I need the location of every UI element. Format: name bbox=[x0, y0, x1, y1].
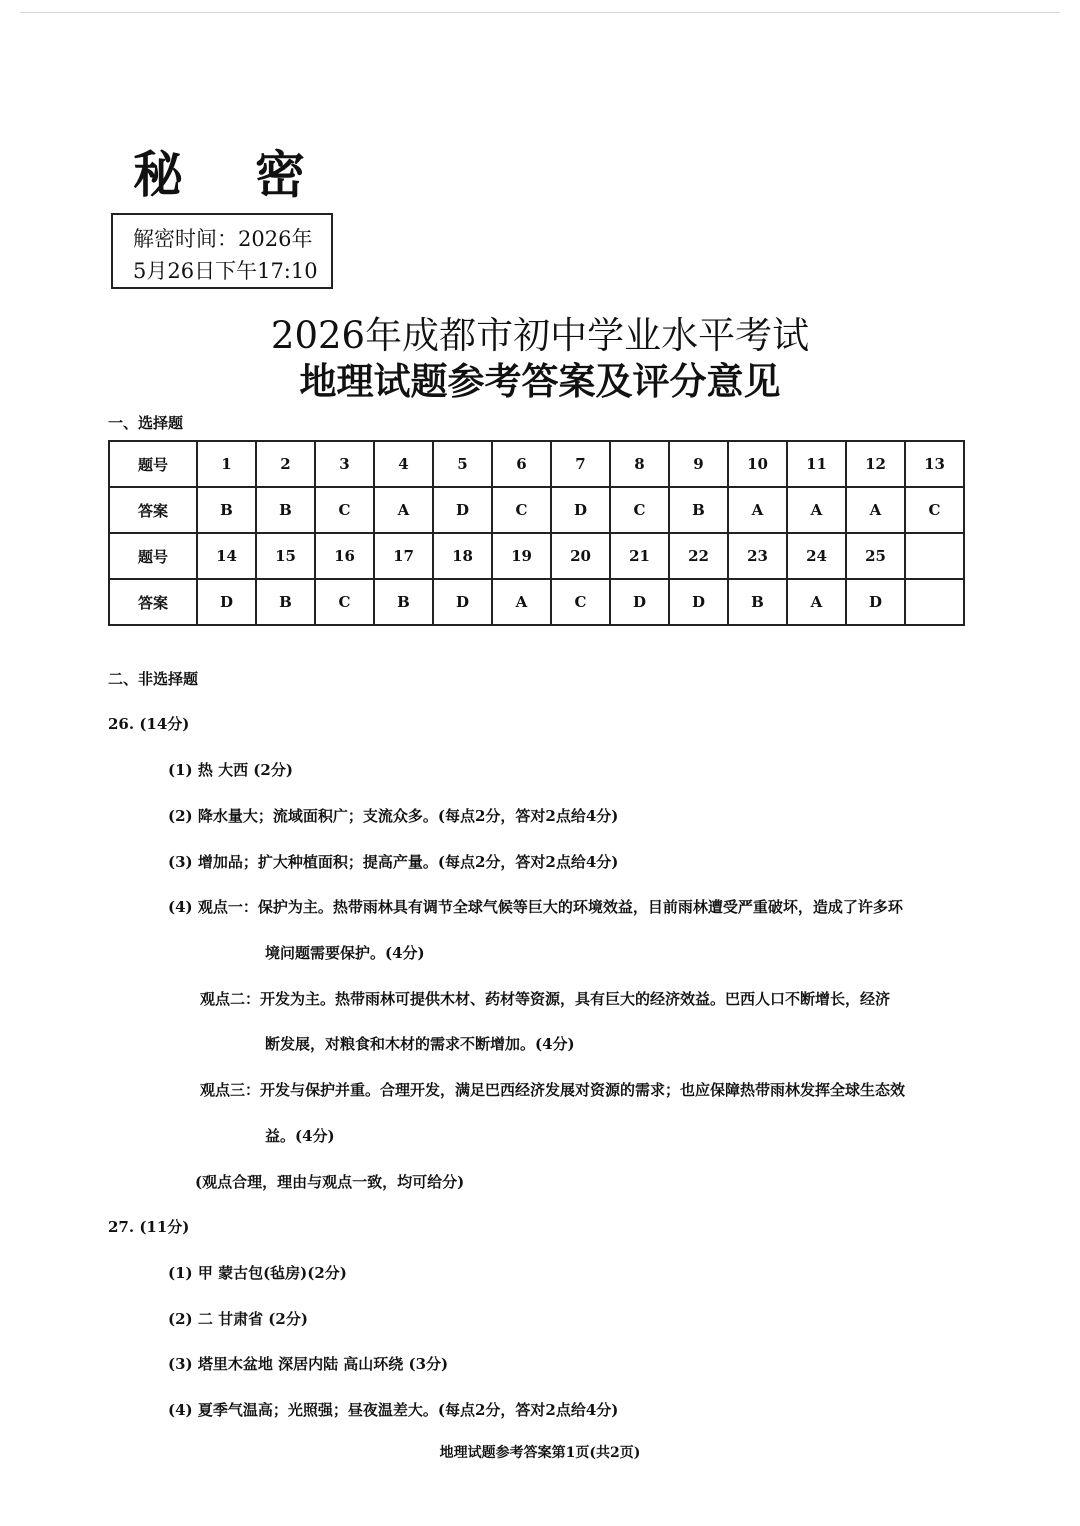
section-2-heading: 二、非选择题 bbox=[108, 670, 199, 688]
answer-table-cell: A bbox=[846, 487, 905, 533]
answer-table-cell: 7 bbox=[551, 441, 610, 487]
document-title: 2026年成都市初中学业水平考试 bbox=[270, 314, 810, 357]
answer-table-cell: D bbox=[846, 579, 905, 625]
answer-table-cell: A bbox=[787, 579, 846, 625]
q27-part4: (4) 夏季气温高；光照强；昼夜温差大。(每点2分，答对2点给4分) bbox=[168, 1401, 619, 1419]
secret-char-2: 密 bbox=[255, 145, 307, 204]
answer-table-cell: 24 bbox=[787, 533, 846, 579]
answer-table-cell: 16 bbox=[315, 533, 374, 579]
answer-table-cell: 2 bbox=[256, 441, 315, 487]
answer-table-cell: 18 bbox=[433, 533, 492, 579]
answer-table-cell: 19 bbox=[492, 533, 551, 579]
answer-table-cell: 8 bbox=[610, 441, 669, 487]
q26-part4-view2: 观点二：开发为主。热带雨林可提供木材、药材等资源，具有巨大的经济效益。巴西人口不断增长，经济 bbox=[200, 990, 891, 1008]
answer-table-cell: 22 bbox=[669, 533, 728, 579]
answer-table-cell: 23 bbox=[728, 533, 787, 579]
document-subtitle: 地理试题参考答案及评分意见 bbox=[299, 359, 781, 403]
q26-part4-view1-cont: 境问题需要保护。(4分) bbox=[265, 944, 425, 962]
q27-heading: 27. (11分) bbox=[108, 1218, 190, 1236]
answer-table-cell: D bbox=[610, 579, 669, 625]
answer-table-cell: D bbox=[433, 487, 492, 533]
answer-table-cell: C bbox=[610, 487, 669, 533]
answer-table-cell: A bbox=[492, 579, 551, 625]
confidential-mark bbox=[133, 135, 307, 207]
answer-table-cell: D bbox=[669, 579, 728, 625]
answer-table-cell: C bbox=[315, 579, 374, 625]
page-footer: 地理试题参考答案第1页(共2页) bbox=[439, 1445, 641, 1461]
answer-table-row-label: 答案 bbox=[109, 487, 197, 533]
q27-part2: (2) 二 甘肃省 (2分) bbox=[168, 1310, 308, 1328]
q26-heading: 26. (14分) bbox=[108, 715, 190, 733]
answer-table-cell: 5 bbox=[433, 441, 492, 487]
answer-table-cell: C bbox=[905, 487, 964, 533]
answer-table-cell: A bbox=[728, 487, 787, 533]
answer-table-cell: 4 bbox=[374, 441, 433, 487]
answer-table-cell: C bbox=[315, 487, 374, 533]
answer-table-cell: 12 bbox=[846, 441, 905, 487]
answer-table-row-label: 题号 bbox=[109, 441, 197, 487]
q26-grading-note: (观点合理，理由与观点一致，均可给分) bbox=[195, 1173, 465, 1191]
answer-table-cell: 13 bbox=[905, 441, 964, 487]
declassification-box bbox=[111, 213, 333, 289]
answer-table-cell: A bbox=[787, 487, 846, 533]
declass-line-2: 5月26日下午17:10 bbox=[133, 259, 318, 283]
answer-table-cell: C bbox=[492, 487, 551, 533]
answer-table-cell: D bbox=[433, 579, 492, 625]
answer-table-cell: D bbox=[197, 579, 256, 625]
q26-part4-view3: 观点三：开发与保护并重。合理开发，满足巴西经济发展对资源的需求；也应保障热带雨林发挥全球生态效 bbox=[200, 1081, 906, 1099]
answer-table-cell: 14 bbox=[197, 533, 256, 579]
q26-part2: (2) 降水量大；流域面积广；支流众多。(每点2分，答对2点给4分) bbox=[168, 807, 619, 825]
answer-table-cell: 21 bbox=[610, 533, 669, 579]
answer-table-cell: 20 bbox=[551, 533, 610, 579]
answer-table-row bbox=[109, 533, 964, 579]
answer-table-cell: B bbox=[374, 579, 433, 625]
answer-table-row-label: 答案 bbox=[109, 579, 197, 625]
answer-table-cell: C bbox=[551, 579, 610, 625]
q26-part3: (3) 增加品；扩大种植面积；提高产量。(每点2分，答对2点给4分) bbox=[168, 853, 619, 871]
answer-table-row-label: 题号 bbox=[109, 533, 197, 579]
answer-table bbox=[108, 440, 965, 626]
declass-line-1: 解密时间：2026年 bbox=[133, 227, 313, 251]
q26-part1: (1) 热 大西 (2分) bbox=[168, 761, 293, 779]
answer-table-cell: 15 bbox=[256, 533, 315, 579]
answer-table-cell: A bbox=[374, 487, 433, 533]
q26-part4-view1: (4) 观点一：保护为主。热带雨林具有调节全球气候等巨大的环境效益，目前雨林遭受严重破坏，造成了许多环 bbox=[168, 898, 903, 916]
answer-table-cell: 10 bbox=[728, 441, 787, 487]
answer-table-cell: B bbox=[256, 579, 315, 625]
answer-table-cell: 1 bbox=[197, 441, 256, 487]
answer-table-cell: 3 bbox=[315, 441, 374, 487]
answer-table-cell: 9 bbox=[669, 441, 728, 487]
secret-char-1: 秘 bbox=[133, 145, 185, 204]
section-1-heading: 一、选择题 bbox=[108, 414, 184, 432]
answer-table-cell: 25 bbox=[846, 533, 905, 579]
answer-table-row bbox=[109, 441, 964, 487]
q26-part4-view2-cont: 断发展，对粮食和木材的需求不断增加。(4分) bbox=[265, 1035, 575, 1053]
answer-table-cell: B bbox=[728, 579, 787, 625]
q26-part4-view3-cont: 益。(4分) bbox=[265, 1127, 335, 1145]
answer-table-row bbox=[109, 579, 964, 625]
answer-table-cell: D bbox=[551, 487, 610, 533]
answer-table-cell: B bbox=[669, 487, 728, 533]
answer-table-cell: 17 bbox=[374, 533, 433, 579]
answer-table-cell bbox=[905, 579, 964, 625]
answer-table-row bbox=[109, 487, 964, 533]
answer-table-cell bbox=[905, 533, 964, 579]
answer-table-cell: B bbox=[197, 487, 256, 533]
q27-part3: (3) 塔里木盆地 深居内陆 高山环绕 (3分) bbox=[168, 1355, 449, 1373]
answer-table-cell: B bbox=[256, 487, 315, 533]
answer-table-cell: 6 bbox=[492, 441, 551, 487]
scan-edge-line bbox=[20, 12, 1060, 13]
answer-table-cell: 11 bbox=[787, 441, 846, 487]
q27-part1: (1) 甲 蒙古包(毡房)(2分) bbox=[168, 1264, 347, 1282]
